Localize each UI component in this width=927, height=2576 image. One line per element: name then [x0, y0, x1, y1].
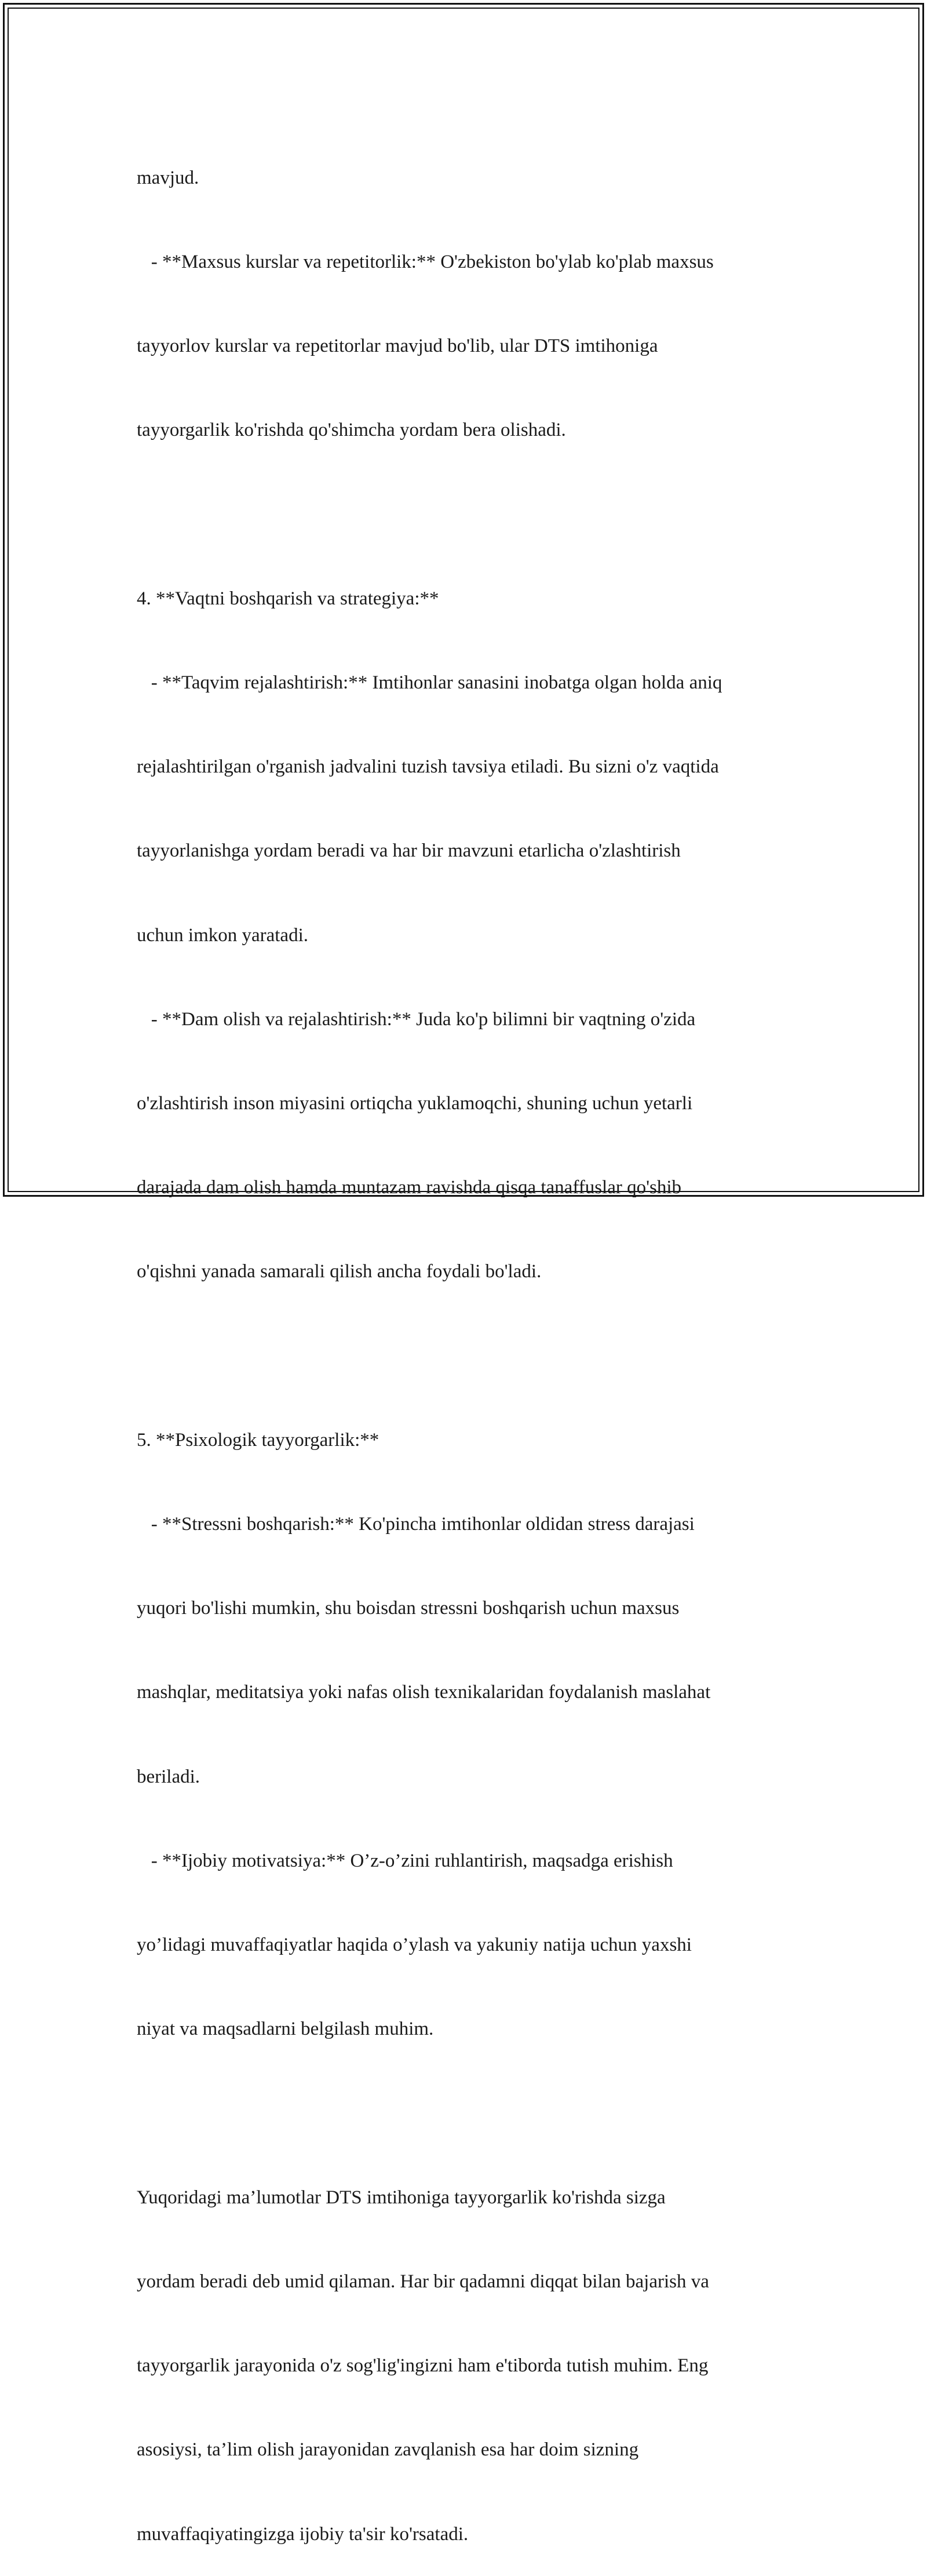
- text-line: tayyorlov kurslar va repetitorlar mavjud bo'lib, ular DTS imtihoniga: [137, 336, 658, 357]
- blank-line: [137, 1342, 797, 1370]
- text-line: tayyorlanishga yordam beradi va har bir mavzuni etarlicha o'zlashtirish: [137, 840, 681, 862]
- text-line: yordam beradi deb umid qilaman. Har bir qadamni diqqat bilan bajarish va: [137, 2271, 709, 2292]
- text-line: muvaffaqiyatingizga ijobiy ta'sir ko'rsatadi.: [137, 2523, 469, 2545]
- text-line: rejalashtirilgan o'rganish jadvalini tuzish tavsiya etiladi. Bu sizni o'z vaqtida: [137, 756, 719, 778]
- text-line: tayyorgarlik ko'rishda qo'shimcha yordam bera olishadi.: [137, 420, 566, 441]
- section-heading: 4. **Vaqtni boshqarish va strategiya:**: [137, 588, 439, 609]
- text-line: Yuqoridagi ma’lumotlar DTS imtihoniga tayyorgarlik ko'rishda sizga: [137, 2187, 666, 2208]
- text-line: mashqlar, meditatsiya yoki nafas olish texnikalaridan foydalanish maslahat: [137, 1682, 711, 1703]
- text-line: beriladi.: [137, 1766, 200, 1787]
- document-body: [137, 108, 797, 2576]
- text-line: - **Dam olish va rejalashtirish:** Juda ko'p bilimni bir vaqtning o'zida: [137, 1008, 696, 1030]
- text-line: o'qishni yanada samarali qilish ancha foydali bo'ladi.: [137, 1261, 542, 1282]
- blank-line: [137, 2099, 797, 2127]
- text-line: niyat va maqsadlarni belgilash muhim.: [137, 2018, 434, 2040]
- text-line: mavjud.: [137, 167, 199, 188]
- text-line: yo’lidagi muvaffaqiyatlar haqida o’ylash va yakuniy natija uchun yaxshi: [137, 1934, 692, 1956]
- text-line: darajada dam olish hamda muntazam ravishda qisqa tanaffuslar qo'shib: [137, 1177, 682, 1198]
- text-line: o'zlashtirish inson miyasini ortiqcha yuklamoqchi, shuning uchun yetarli: [137, 1093, 693, 1114]
- text-line: - **Ijobiy motivatsiya:** O’z-o’zini ruhlantirish, maqsadga erishish: [137, 1850, 673, 1871]
- text-line: tayyorgarlik jarayonida o'z sog'lig'ingizni ham e'tiborda tutish muhim. Eng: [137, 2355, 709, 2377]
- text-line: yuqori bo'lishi mumkin, shu boisdan stressni boshqarish uchun maxsus: [137, 1598, 680, 1619]
- text-line: - **Stressni boshqarish:** Ko'pincha imtihonlar oldidan stress darajasi: [137, 1514, 695, 1535]
- text-line: asosiysi, ta’lim olish jarayonidan zavqlanish esa har doim sizning: [137, 2439, 639, 2461]
- text-line: uchun imkon yaratadi.: [137, 924, 309, 946]
- section-heading: 5. **Psixologik tayyorgarlik:**: [137, 1429, 379, 1451]
- text-line: - **Taqvim rejalashtirish:** Imtihonlar sanasini inobatga olgan holda aniq: [137, 672, 722, 694]
- blank-line: [137, 501, 797, 529]
- text-line: - **Maxsus kurslar va repetitorlik:** O'zbekiston bo'ylab ko'plab maxsus: [137, 252, 714, 273]
